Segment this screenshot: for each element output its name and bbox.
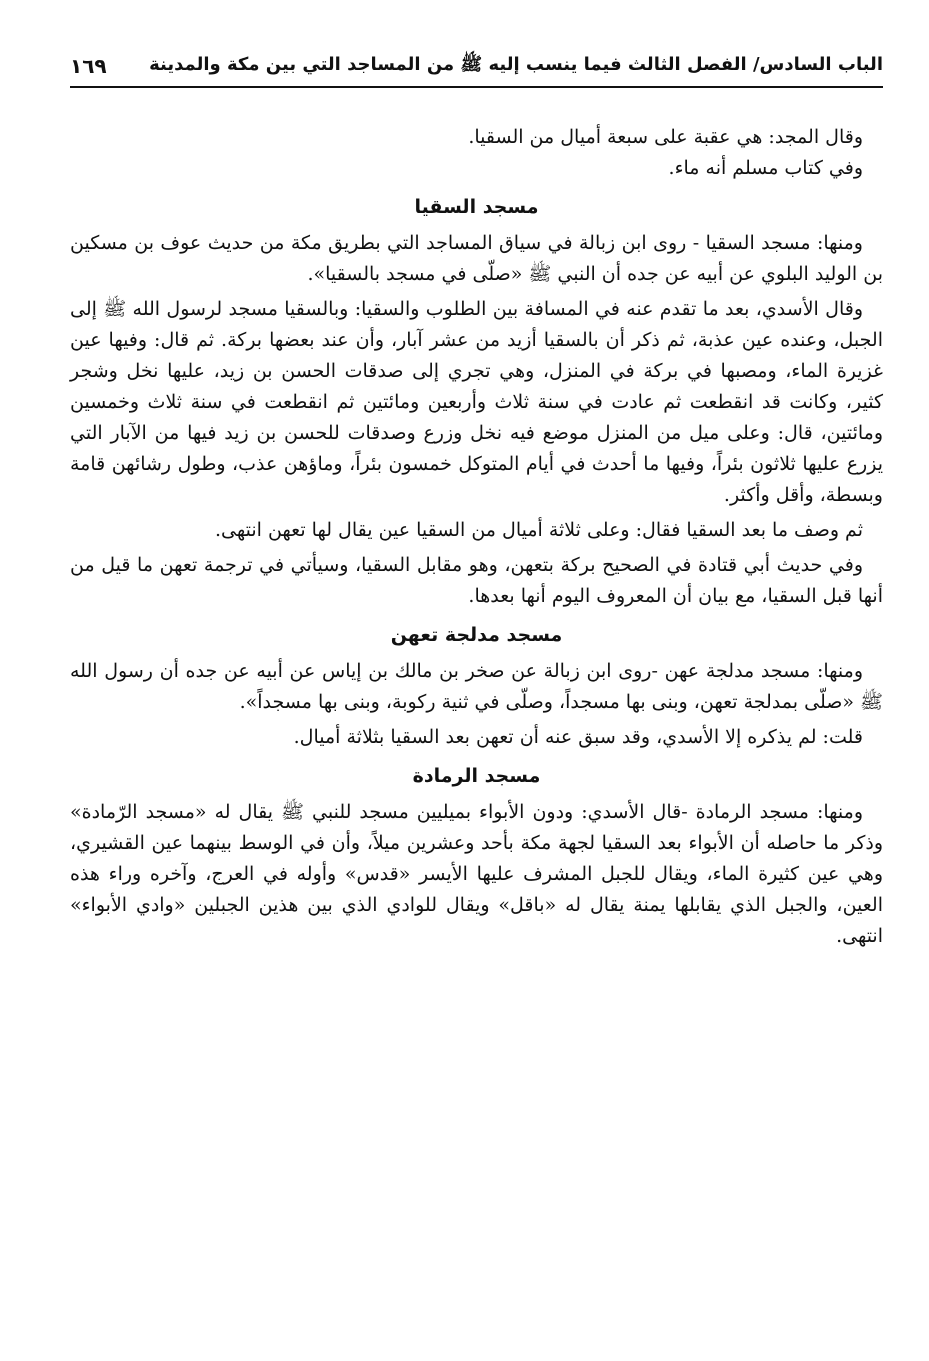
section-heading: مسجد السقيا [414,196,539,218]
paragraph: ومنها: مسجد السقيا - روى ابن زبالة في سياق المساجد التي بطريق مكة من حديث عوف بن مسكين بن الوليد البلوي عن أبيه عن جده أن النبي ﷺ «صلّى في مسجد بالسقيا». [70,232,883,285]
paragraph: وقال الأسدي، بعد ما تقدم عنه في المسافة بين الطلوب والسقيا: وبالسقيا مسجد لرسول الله ﷺ إلى الجبل، وعنده عين عذبة، ثم ذكر أن بالسقيا أزيد من عشر آبار، وأن عند بعضها بركة. ثم قال: وفيها عين غزيرة الماء، ومصبها في بركة في المنزل، وهي تجري إلى صدقات الحسن بن زيد، عليها نخل وشجر كثير، وكانت قد انقطعت ثم عادت في سنة ثلاث وأربعين ومائتين ثم انقطعت في سنة ثلاث وخمسين ومائتين، قال: وعلى ميل من المنزل موضع فيه نخل وزرع وصدقات للحسن بن زيد فيها من الآبار التي يزرع عليها ثلاثون بئراً، وفيها ما أحدث في أيام المتوكل خمسون بئراً، وماؤهن عذب، وطول رشائهن قامة وبسطة، وأقل وأكثر. [70,298,883,506]
paragraph: وقال المجد: هي عقبة على سبعة أميال من السقيا. [468,126,863,148]
paragraph: وفي حديث أبي قتادة في الصحيح بركة بتعهن، وهو مقابل السقيا، وسيأتي في ترجمة تعهن ما قيل من أنها قبل السقيا، مع بيان أن المعروف اليوم أنها بعدها. [70,554,883,607]
paragraph: ثم وصف ما بعد السقيا فقال: وعلى ثلاثة أميال من السقيا عين يقال لها تعهن انتهى. [214,519,863,541]
header-title: الباب السادس/ الفصل الثالث فيما ينسب إليه ﷺ من المساجد التي بين مكة والمدينة [149,54,883,75]
section-heading: مسجد مدلجة تعهن [390,624,563,646]
section-heading: مسجد الرمادة [412,765,541,787]
paragraph: وفي كتاب مسلم أنه ماء. [668,157,863,179]
page-number: ١٦٩ [70,54,107,78]
running-header [70,46,883,88]
page-body [70,122,883,956]
paragraph: قلت: لم يذكره إلا الأسدي، وقد سبق عنه أن تعهن بعد السقيا بثلاثة أميال. [293,726,863,748]
paragraph: ومنها: مسجد مدلجة عهن -روى ابن زبالة عن صخر بن مالك بن إياس عن أبيه عن جده أن رسول الله ﷺ «صلّى بمدلجة تعهن، وبنى بها مسجداً، وصلّى في ثنية ركوبة، وبنى بها مسجداً». [70,660,883,713]
paragraph: ومنها: مسجد الرمادة -قال الأسدي: ودون الأبواء بميليين مسجد للنبي ﷺ يقال له «مسجد الرّمادة» وذكر ما حاصله أن الأبواء بعد السقيا لجهة مكة بأحد وعشرين ميلاً، وأن في الوسط بينهما عين القشيري، وهي عين كثيرة الماء، ويقال للجبل المشرف عليها الأيسر «قدس» وأوله في العرج، وآخره وراء هذه العين، والجبل الذي يقابلها يمنة يقال له «باقل» ويقال للوادي الذي بين هذين الجبلين «وادي الأبواء» انتهى. [70,801,883,947]
